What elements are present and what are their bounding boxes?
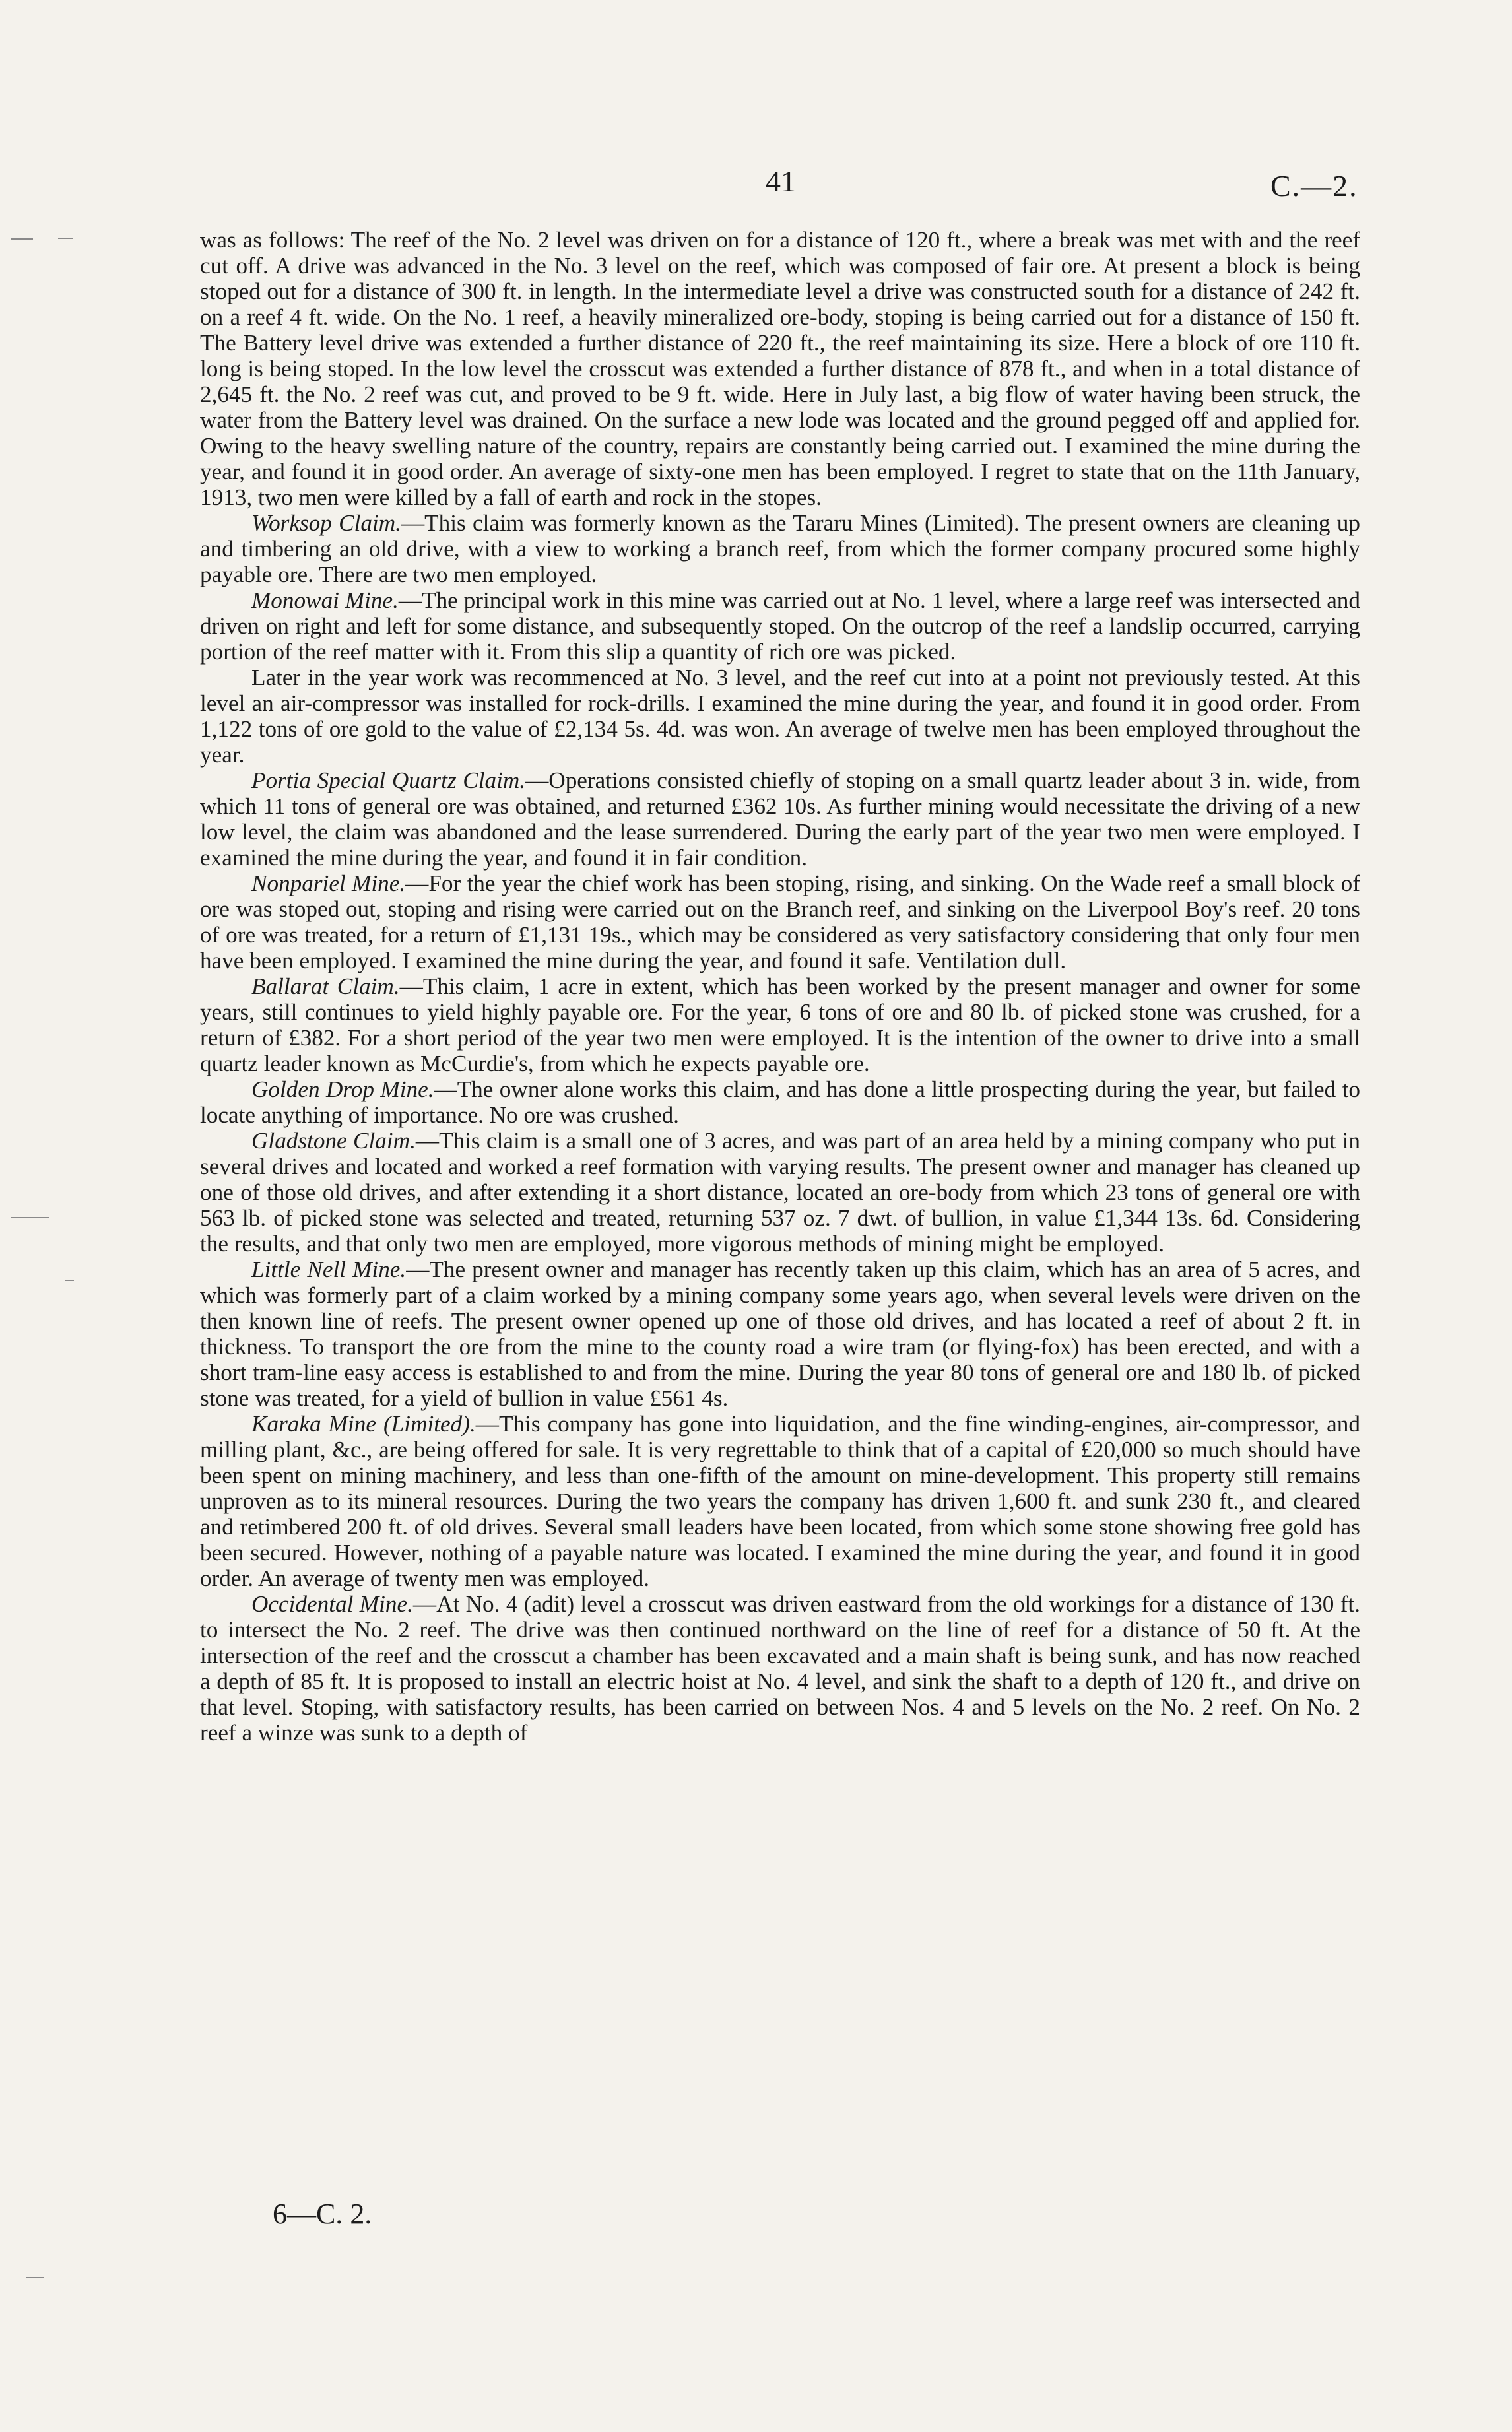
paragraph-ballarat <box>200 973 1360 1076</box>
margin-mark <box>11 238 33 240</box>
paragraph-monowai <box>200 587 1360 665</box>
paragraph-heading: Occidental Mine. <box>251 1591 413 1617</box>
paragraph-text: —This company has gone into liquidation, and the fine winding-engines, air-compressor, and milling plant, &c., are being offered for sale. It is very regrettable to think that of a capital of £20,000 so much should have been spent on mining machinery, and less than one-fifth of the amount on mine-development. This property still remains unproven as to its mineral resources. During the two years the company has driven 1,600 ft. and sunk 230 ft., and cleared and retimbered 200 ft. of old drives. Several small leaders have been located, from which some stone showing free gold has been secured. However, nothing of a payable nature was located. I examined the mine during the year, and found it in good order. An average of twenty men was employed. <box>200 1411 1360 1591</box>
margin-mark <box>65 1280 74 1281</box>
signature-mark: 6—C. 2. <box>273 2198 372 2230</box>
margin-mark <box>58 238 73 239</box>
paragraph-heading: Worksop Claim. <box>251 510 401 536</box>
paragraph-text: —The principal work in this mine was carried out at No. 1 level, where a large reef was intersected and driven on right and left for some distance, and subsequently stoped. On the outcrop of the reef a landslip occurred, carrying portion of the reef matter with it. From this slip a quantity of rich ore was picked. <box>200 587 1360 665</box>
paragraph-heading: Nonpariel Mine. <box>251 871 406 896</box>
paragraph-continuation <box>200 227 1360 510</box>
paragraph-monowai-2 <box>200 665 1360 768</box>
body-text <box>200 227 1360 1746</box>
paragraph-heading: Karaka Mine (Limited). <box>251 1411 476 1437</box>
paragraph-portia <box>200 768 1360 871</box>
paragraph-text: —At No. 4 (adit) level a crosscut was driven eastward from the old workings for a distance of 130 ft. to intersect the No. 2 reef. The drive was then continued northward on the line of reef for a distance of 50 ft. At the intersection of the reef and the crosscut a chamber has been excavated and a main shaft is being sunk, and has now reached a depth of 85 ft. It is proposed to install an electric hoist at No. 4 level, and sink the shaft to a depth of 120 ft., and drive on that level. Stoping, with satisfactory results, has been carried on between Nos. 4 and 5 levels on the No. 2 reef. On No. 2 reef a winze was sunk to a depth of <box>200 1591 1360 1746</box>
paragraph-occidental <box>200 1591 1360 1746</box>
margin-mark <box>26 2277 44 2278</box>
margin-mark <box>11 1217 49 1218</box>
paragraph-nonpariel <box>200 871 1360 973</box>
paragraph-text: —This claim was formerly known as the Tararu Mines (Limited). The present owners are cleaning up and timbering an old drive, with a view to working a branch reef, from which the former company procured some highly payable ore. There are two men employed. <box>200 510 1360 587</box>
paragraph-heading: Golden Drop Mine. <box>251 1076 434 1102</box>
paragraph-text: —Operations consisted chiefly of stoping on a small quartz leader about 3 in. wide, from which 11 tons of general ore was obtained, and returned £362 10s. As further mining would necessitate the driving of a new low level, the claim was abandoned and the lease surrendered. During the early part of the year two men were employed. I examined the mine during the year, and found it in fair condition. <box>200 768 1361 871</box>
paragraph-text: —For the year the chief work has been stoping, rising, and sinking. On the Wade reef a small block of ore was stoped out, stoping and rising were carried out on the Branch reef, and sinking on the Liverpool Boy's reef. 20 tons of ore was treated, for a return of £1,131 19s., which may be considered as very satisfactory considering that only four men have been employed. I examined the mine during the year, and found it safe. Ventilation dull. <box>200 871 1360 973</box>
paragraph-text: —The owner alone works this claim, and has done a little prospecting during the year, but failed to locate anything of importance. No ore was crushed. <box>200 1076 1360 1128</box>
paragraph-text: —This claim is a small one of 3 acres, and was part of an area held by a mining company who put in several drives and located and worked a reef formation with varying results. The present owner and manager has cleaned up one of those old drives, and after extending it a short distance, located an ore-body from which 23 tons of general ore with 563 lb. of picked stone was selected and treated, returning 537 oz. 7 dwt. of bullion, in value £1,344 13s. 6d. Considering the results, and that only two men are employed, more vigorous methods of mining might be employed. <box>200 1128 1360 1257</box>
section-code: C.—2. <box>1270 169 1358 203</box>
paragraph-text: —This claim, 1 acre in extent, which has been worked by the present manager and owner for some years, still continues to yield highly payable ore. For the year, 6 tons of ore and 80 lb. of picked stone was crushed, for a return of £382. For a short period of the year two men were employed. It is the intention of the owner to drive into a small quartz leader known as McCurdie's, from which he expects payable ore. <box>200 973 1360 1076</box>
paragraph-heading: Ballarat Claim. <box>251 973 400 999</box>
page-number: 41 <box>766 164 796 198</box>
paragraph-golden-drop <box>200 1076 1360 1128</box>
paragraph-worksop <box>200 510 1360 587</box>
paragraph-text: Later in the year work was recommenced at No. 3 level, and the reef cut into at a point not previously tested. At this level an air-compressor was installed for rock-drills. I examined the mine during the year, and found it in good order. From 1,122 tons of ore gold to the value of £2,134 5s. 4d. was won. An average of twelve men has been employed throughout the year. <box>200 665 1360 768</box>
paragraph-text: —The present owner and manager has recently taken up this claim, which has an area of 5 acres, and which was formerly part of a claim worked by a mining company some years ago, when several levels were driven on the then known line of reefs. The present owner opened up one of those old drives, and has located a reef of about 2 ft. in thickness. To transport the ore from the mine to the county road a wire tram (or flying-fox) has been erected, and with a short tram-line easy access is established to and from the mine. During the year 80 tons of general ore and 180 lb. of picked stone was treated, for a yield of bullion in value £561 4s. <box>200 1257 1360 1411</box>
paragraph-heading: Gladstone Claim. <box>251 1128 416 1154</box>
paragraph-little-nell <box>200 1257 1360 1411</box>
paragraph-text: was as follows: The reef of the No. 2 level was driven on for a distance of 120 ft., where a break was met with and the reef cut off. A drive was advanced in the No. 3 level on the reef, which was composed of fair ore. At present a block is being stoped out for a distance of 300 ft. in length. In the intermediate level a drive was constructed south for a distance of 242 ft. on a reef 4 ft. wide. On the No. 1 reef, a heavily mineralized ore-body, stoping is being carried out for a distance of 150 ft. The Battery level drive was extended a further distance of 220 ft., the reef maintaining its size. Here a block of ore 110 ft. long is being stoped. In the low level the crosscut was extended a further distance of 878 ft., and when in a total distance of 2,645 ft. the No. 2 reef was cut, and proved to be 9 ft. wide. Here in July last, a big flow of water having been struck, the water from the Battery level was drained. On the surface a new lode was located and the ground pegged off and applied for. Owing to the heavy swelling nature of the country, repairs are constantly being carried out. I examined the mine during the year, and found it in good order. An average of sixty-one men has been employed. I regret to state that on the 11th January, 1913, two men were killed by a fall of earth and rock in the stopes. <box>200 227 1360 510</box>
paragraph-karaka <box>200 1411 1360 1591</box>
paragraph-gladstone <box>200 1128 1360 1257</box>
paragraph-heading: Portia Special Quartz Claim. <box>251 768 526 793</box>
paragraph-heading: Monowai Mine. <box>251 587 399 613</box>
paragraph-heading: Little Nell Mine. <box>251 1257 407 1282</box>
